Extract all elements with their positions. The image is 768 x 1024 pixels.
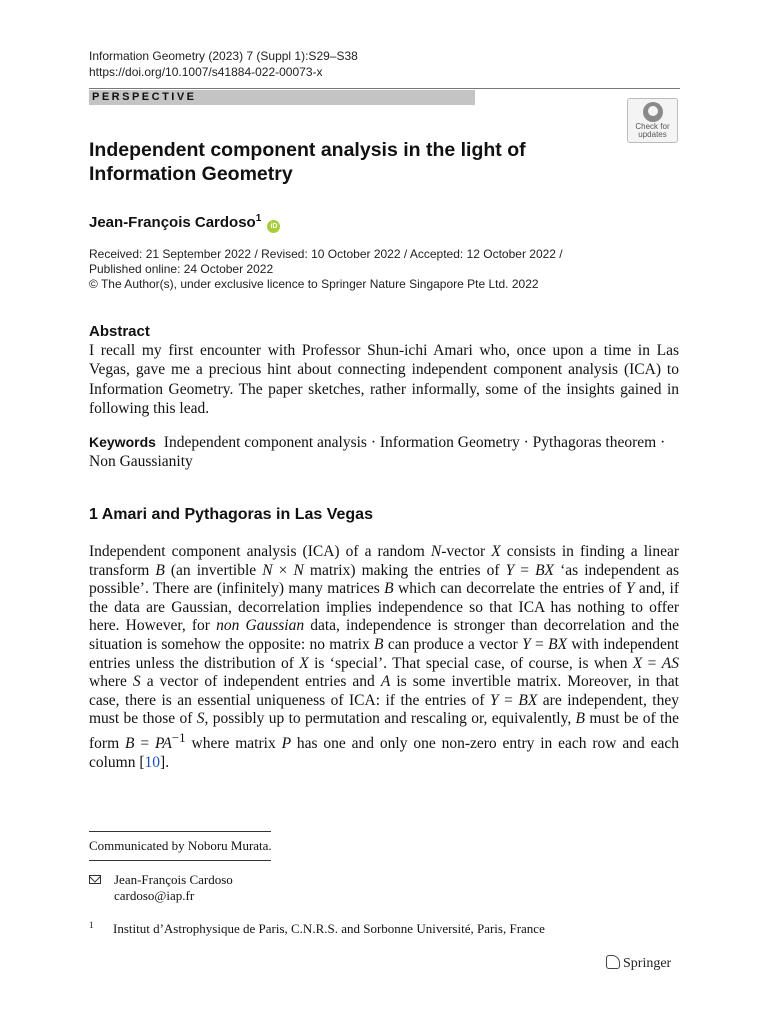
copyright-line: © The Author(s), under exclusive licence to Springer Nature Singapore Pte Ltd. 2022 (89, 277, 539, 291)
article-type-bar: PERSPECTIVE (89, 90, 475, 105)
journal-citation: Information Geometry (2023) 7 (Suppl 1):S29–S38 (89, 49, 358, 63)
keywords-text: Independent component analysis · Information Geometry · Pythagoras theorem · Non Gaussianity (89, 434, 666, 471)
dates-line1: Received: 21 September 2022 / Revised: 10 October 2022 / Accepted: 12 October 2022 / (89, 247, 563, 261)
springer-horse-icon (606, 955, 620, 969)
corr-email[interactable]: cardoso@iap.fr (114, 888, 195, 903)
abstract-text: I recall my first encounter with Professor Shun-ichi Amari who, once upon a time in Las Vegas, gave me a precious hint about connecting independent component analysis (ICA) to Information Geometry. The paper sketches, rather informally, some of the insights gained in following this lead. (89, 342, 679, 418)
bookmark-icon (643, 102, 663, 122)
orcid-icon[interactable]: iD (267, 220, 280, 233)
doi-link[interactable]: https://doi.org/10.1007/s41884-022-00073-x (89, 65, 323, 79)
publisher-logo (606, 955, 671, 973)
envelope-icon (89, 875, 101, 884)
check-updates-line1: Check for (635, 122, 670, 131)
keywords-label: Keywords (89, 434, 156, 450)
communicated-by: Communicated by Noboru Murata. (89, 838, 272, 853)
footnote-rule-2 (89, 860, 271, 861)
author-affil-mark: 1 (255, 213, 262, 224)
affiliation (89, 917, 545, 937)
corresponding-author (89, 872, 233, 904)
citation-link[interactable]: 10 (144, 753, 161, 771)
footnote-rule (89, 831, 271, 832)
publisher-name: Springer (623, 956, 672, 971)
journal-header (89, 48, 358, 80)
section-body-paragraph: Independent component analysis (ICA) of a random N-vector X consists in finding a linear transform B (an invertible N × N matrix) making the entries of Y = BX ‘as independent as possible’. There are (infinitely) many matrices B which can decorrelate the entries of Y and, if the data are Gaussian, decorrelation implies independence so that ICA has nothing to offer here. However, for non Gaussian data, independence is stronger than decorrelation and the situation is somehow the opposite: no matrix B can produce a vector Y = BX with independent entries unless the distribution of X is ‘special’. That special case, of course, is when X = AS where S a vector of independent entries and A is some invertible matrix. Moreover, in that case, there is an essential uniqueness of ICA: if the entries of Y = BX are independent, they must be those of S, possibly up to permutation and rescaling or, equivalently, B must be of the form $B = PA^{-1}$ where matrix P has one and only one non-zero entry in each row and each column [10]. (89, 543, 680, 771)
header-rule (89, 88, 680, 89)
author-line (89, 209, 280, 233)
check-for-updates-badge[interactable] (627, 98, 678, 143)
check-updates-line2: updates (638, 130, 667, 139)
paper-title: Independent component analysis in the light of Information Geometry (89, 139, 526, 185)
corr-name: Jean-François Cardoso (114, 872, 233, 887)
section-heading: 1 Amari and Pythagoras in Las Vegas (89, 506, 373, 523)
dates-line2: Published online: 24 October 2022 (89, 262, 274, 276)
keywords (89, 433, 679, 472)
affil-text: Institut d’Astrophysique de Paris, C.N.R.S. and Sorbonne Université, Paris, France (113, 921, 545, 936)
affil-number: 1 (89, 920, 94, 930)
abstract-heading: Abstract (89, 323, 150, 340)
publication-dates (89, 247, 689, 292)
author-name[interactable]: Jean-François Cardoso (89, 214, 256, 231)
